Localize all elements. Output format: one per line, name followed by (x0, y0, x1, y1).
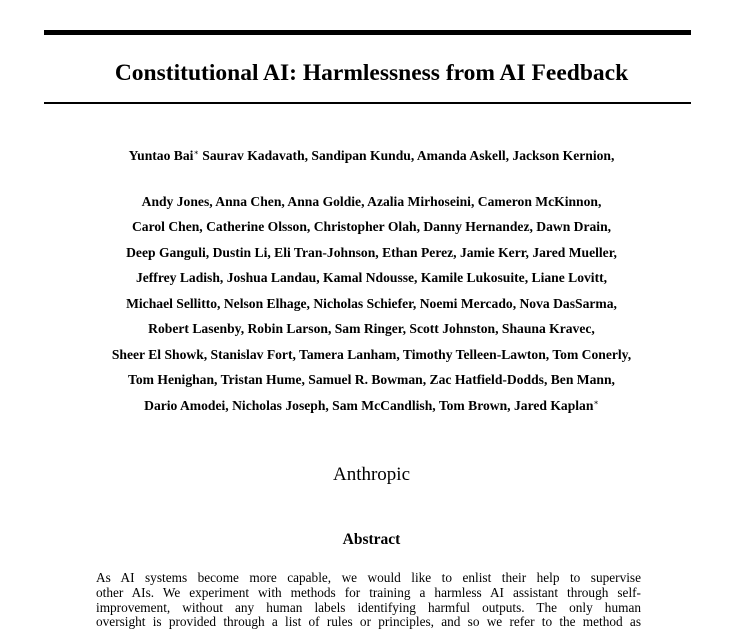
author-line (0, 393, 743, 419)
author-line: Jeffrey Ladish, Joshua Landau, Kamal Ndousse, Kamile Lukosuite, Liane Lovitt, (135, 270, 608, 285)
author-list (0, 143, 743, 418)
author-names: Saurav Kadavath, Sandipan Kundu, Amanda Askell, Jackson Kernion, (198, 148, 615, 163)
author-line: Carol Chen, Catherine Olsson, Christopher Olah, Danny Hernandez, Dawn Drain, (131, 219, 612, 234)
affiliation: Anthropic (332, 464, 411, 485)
author-line: Andy Jones, Anna Chen, Anna Goldie, Azalia Mirhoseini, Cameron McKinnon, (141, 193, 602, 209)
abstract-line: other AIs. We experiment with methods for training a harmless AI assistant through self- (96, 585, 641, 600)
title-rule-bottom (44, 102, 691, 104)
footnote-mark: ∗ (593, 397, 599, 407)
author-line: Sheer El Showk, Stanislav Fort, Tamera Lanham, Timothy Telleen-Lawton, Tom Conerly, (111, 346, 632, 362)
abstract-line: As AI systems become more capable, we would like to enlist their help to supervise (96, 571, 641, 585)
author-line: Deep Ganguli, Dustin Li, Eli Tran-Johnson, Ethan Perez, Jamie Kerr, Jared Mueller, (126, 244, 617, 260)
author-name: Yuntao Bai (128, 148, 194, 163)
abstract-line: improvement, without any human labels identifying harmful outputs. The only human (96, 600, 641, 615)
author-line: Tom Henighan, Tristan Hume, Samuel R. Bowman, Zac Hatfield-Dodds, Ben Mann, (128, 372, 615, 387)
paper-title: Constitutional AI: Harmlessness from AI Feedback (114, 60, 629, 86)
footnote-mark: ∗ (193, 148, 199, 157)
author-line: Robert Lasenby, Robin Larson, Sam Ringer, Scott Johnston, Shauna Kravec, (148, 321, 595, 336)
author-line: Michael Sellitto, Nelson Elhage, Nicholas Schiefer, Noemi Mercado, Nova DasSarma, (126, 295, 617, 311)
author-names: Dario Amodei, Nicholas Joseph, Sam McCandlish, Tom Brown, Jared Kaplan (144, 397, 594, 413)
abstract-body (96, 571, 641, 630)
title-rule-top (44, 30, 691, 35)
abstract-heading: Abstract (342, 531, 401, 548)
author-line (0, 143, 743, 169)
abstract-line: oversight is provided through a list of rules or principles, and so we refer to the method as (96, 615, 641, 630)
